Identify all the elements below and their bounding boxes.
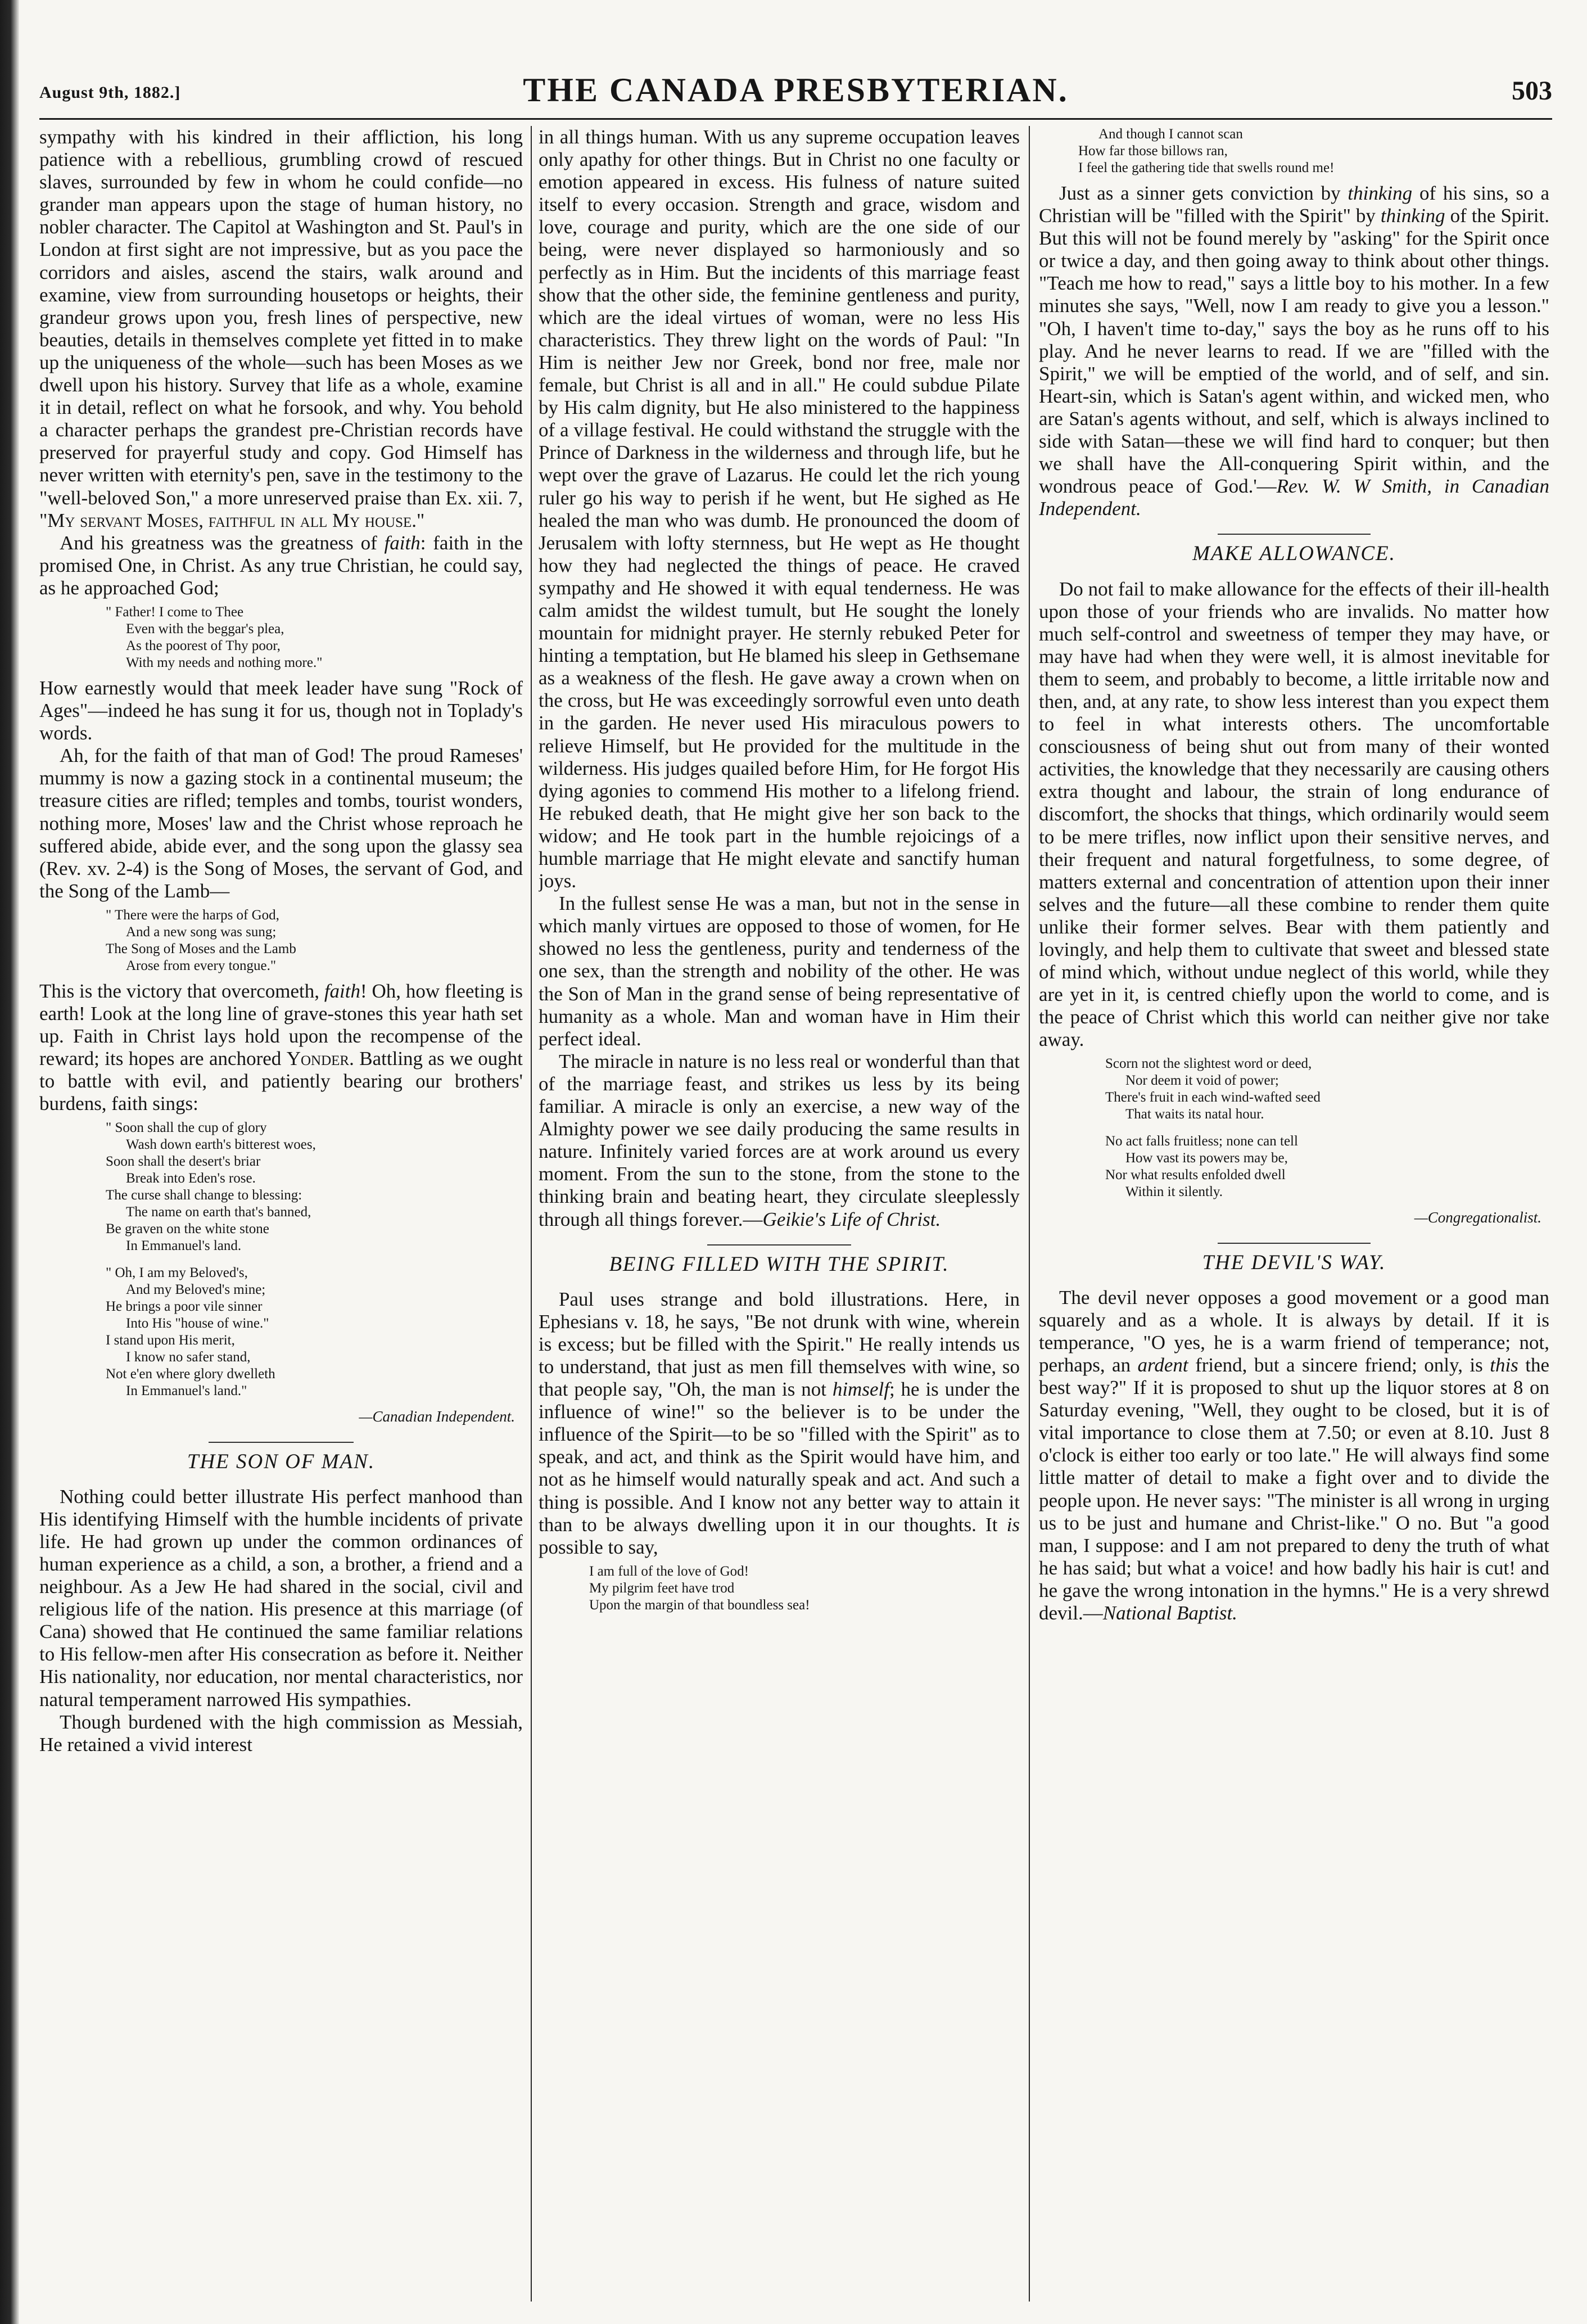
poem-line: My pilgrim feet have trod <box>589 1580 735 1596</box>
poem-line: And my Beloved's mine; <box>126 1282 266 1298</box>
scan-binding-edge <box>0 0 19 2324</box>
poem-line: The name on earth that's banned, <box>126 1204 311 1220</box>
poem-line: Into His "house of wine." <box>126 1316 269 1332</box>
column-1 <box>39 126 523 2302</box>
poem-scorn-not <box>1105 1055 1549 1201</box>
poem-line: How far those billows ran, <box>1078 143 1228 159</box>
heading-devils-way: THE DEVIL'S WAY. <box>1039 1243 1549 1274</box>
issue-date: August 9th, 1882.] <box>39 83 181 102</box>
paragraph: in all things human. With us any supreme occupation leaves only apathy for other things. But in Christ no one faculty or emotion appeared in excess. His fulness of nature suited itself to every occasion. Strength and grace, wisdom and love, courage and purity, which are the one side of our being, were never displayed so harmoniously and so perfectly as in Him. But the incidents of this marriage feast show that the other side, the feminine gentleness and purity, which are the ideal virtues of woman, were no less His characteristics. They threw light on the words of Paul: "In Him is neither Jew nor Greek, bond nor free, male nor female, but Christ is all and in all." He could subdue Pilate by His calm dignity, but He also ministered to the happiness of a village festival. He could withstand the struggle with the Prince of Darkness in the wilderness and through life, but he wept over the grave of Lazarus. He could let the rich young ruler go his way to perish if he went, but He sighed as He healed the man who was dumb. He pronounced the doom of Jerusalem with lofty sternness, but He wept as He thought how they had neglected the things of peace. He craved sympathy and He showed it with equal tenderness. He was calm amidst the wildest tumult, but He sought the lonely mountain for midnight prayer. He sternly rebuked Peter for hinting a temptation, but He blamed his sleep in Gethsemane as a weakness of the flesh. He gave away a crown when on the cross, but He was exceedingly sorrowful even unto death in the garden. He never used His miraculous powers to relieve Himself, but He provided for the multitude in the wilderness. His judges quailed before Him, for He forgot His dying agonies to commend His mother to a lifelong friend. He rebuked death, that He might give her son back to the widow; and He took part in the humble rejoicings of a humble marriage that He might elevate and sanctify human joys. <box>539 126 1020 892</box>
paragraph: In the fullest sense He was a man, but not in the sense in which manly virtues are opposed to those of women, for He showed no less the gentleness, purity and tenderness of the one sex, than the strength and nobility of the other. He was the Son of Man in the grand sense of being representative of humanity as a whole. Man and woman have in Him their perfect ideal. <box>539 892 1020 1050</box>
paragraph: Do not fail to make allowance for the effects of their ill-health upon those of your friends who are invalids. No matter how much self-control and sweetness of temper they may have, or may have had when they were well, it is almost inevitable for them to seem, and probably to become, a little irritable now and then, and, at any rate, to show less interest than you expect them to feel in what interests others. The uncomfortable consciousness of being shut out from many of their wonted activities, the knowledge that they necessarily are causing others extra thought and labour, the strain of long endurance of discomfort, the shocks that things, which ordinarily would seem to be mere trifles, now inflict upon their sensitive nerves, and their frequent and natural forgetfulness, to some degree, of matters external and concentration of attention upon their inner selves and the future—all these combine to render them quite unlike their former selves. Bear with them patiently and lovingly, and help them to cultivate that sweet and blessed state of mind which, without undue neglect of this world, while they are yet in it, is centred chiefly upon the world to come, and is the peace of Christ which this world can neither give nor take away. <box>1039 577 1549 1051</box>
poem-line: In Emmanuel's land. <box>126 1238 242 1254</box>
poem-line: I stand upon His merit, <box>106 1333 235 1348</box>
poem-line: Soon shall the desert's briar <box>106 1154 261 1170</box>
column-3 <box>1039 126 1549 2302</box>
text: sympathy with his kindred in their affliction, his long patience with a rebellious, grumbling crowd of rescued slaves, surrounded by few in whom he could confide—no grander man appears upon the stage of human history, no nobler character. The Capitol at Washington and St. Paul's in London at first sight are not impressive, but as you pace the corridors and aisles, ascend the stairs, walk around and examine, view from surrounding housetops or heights, their grandeur grows upon you, fresh lines of perspective, new beauties, details in themselves complete yet fitted in to make up the uniqueness of the whole—such has been Moses as we dwell upon his history. Survey that life as a whole, examine it in detail, reflect on what he forsook, and why. You behold a character perhaps the grandest pre-Christian records have preserved for prayerful study and copy. God Himself has never written with eternity's pen, save in the testimony to the "well-beloved Son," a more unreserved praise than Ex. xii. 7, " <box>39 126 523 531</box>
attribution: —Congregationalist. <box>1414 1209 1541 1226</box>
paragraph <box>39 126 523 532</box>
paragraph: The devil never opposes a good movement or a good man squarely and as a whole. It is always by detail. If it is temperance, "O yes, he is a warm friend of temperance; not, perhaps, an ardent friend, but a sincere friend; only, is this the best way?" If it is proposed to shut up the liquor stores at 8 on Saturday evening, "Well, they ought to be closed, but it is of vital importance to close them at 7.50; or even at 8.10. Just 8 o'clock is either too early or too late." He will always find some little matter of detail to make a fight over and to divide the people upon. He never says: "The minister is all wrong in urging us to be just and humane and Christ-like." O no. But "a good man, I suppose: and I am not prepared to deny the truth of what he has said; but what a voice! and how badly his hair is cut! and he gave the wrong intonation in the hymns." He is a very shrewd devil.—National Baptist. <box>1039 1286 1549 1624</box>
poem-line: Not e'en where glory dwelleth <box>106 1366 275 1382</box>
poem-line: Even with the beggar's plea, <box>126 621 284 637</box>
poem-line: And though I cannot scan <box>1098 127 1243 142</box>
poem-line: The Song of Moses and the Lamb <box>106 941 296 956</box>
attribution: —Canadian Independent. <box>359 1408 515 1425</box>
column-2 <box>539 126 1020 2302</box>
page-number: 503 <box>1512 76 1552 106</box>
attribution: Geikie's Life of Christ. <box>762 1208 941 1230</box>
paragraph: How earnestly would that meek leader have sung "Rock of Ages"—indeed he has sung it for us, though not in Toplady's words. <box>39 676 523 744</box>
heading-son-of-man: THE SON OF MAN. <box>39 1442 523 1473</box>
paragraph: And his greatness was the greatness of faith: faith in the promised One, in Christ. As any true Christian, he could say, as he approached God; <box>39 531 523 599</box>
poem-line: How vast its powers may be, <box>1125 1150 1288 1166</box>
poem-line: Nor what results enfolded dwell <box>1105 1167 1286 1183</box>
paragraph: Ah, for the faith of that man of God! The proud Rameses' mummy is now a gazing stock in a continental museum; the treasure cities are rifled; temples and tombs, tourist wonders, nothing more, Moses' law and the Christ whose reproach he suffered abide, abide ever, and the song upon the glassy sea (Rev. xv. 2-4) is the Song of Moses, the servant of God, and the Song of the Lamb— <box>39 744 523 902</box>
paragraph: Nothing could better illustrate His perfect manhood than His identifying Himself with the humble incidents of private life. He had grown up under the common ordinances of human experience as a child, a son, a brother, a friend and a neighbour. As a Jew He had shared in the social, civil and religious life of the nation. His presence at this marriage (of Cana) showed that He continued the same familiar relations to His fellow-men after His consecration as before it. Neither His nationality, nor education, nor mental characteristics, nor natural temperament narrowed His sympathies. <box>39 1485 523 1711</box>
heading-make-allowance: MAKE ALLOWANCE. <box>1039 534 1549 565</box>
poem-line: Arose from every tongue." <box>126 958 277 973</box>
poem-line: I feel the gathering tide that swells round me! <box>1078 160 1335 175</box>
poem-line: In Emmanuel's land." <box>126 1383 247 1399</box>
poem-line: No act falls fruitless; none can tell <box>1105 1134 1298 1149</box>
paragraph: This is the victory that overcometh, faith! Oh, how fleeting is earth! Look at the long line of grave-stones this year hath set up. Faith in Christ lays hold upon the recompense of the reward; its hopes are anchored Yonder. Battling as we ought to battle with evil, and patiently bearing our brothers' burdens, faith sings: <box>39 980 523 1115</box>
heading-being-filled: BEING FILLED WITH THE SPIRIT. <box>539 1244 1020 1276</box>
paragraph: Just as a sinner gets conviction by thinking of his sins, so a Christian will be "filled with the Spirit" by thinking of the Spirit. But this will not be found merely by "asking" for the Spirit once or twice a day, and then going away to think about other things. "Teach me how to read," says a little boy to his mother. In a few minutes she says, "Well, now I am ready to give you a lesson." "Oh, I haven't time to-day," says the boy as he runs off to his play. And he never learns to read. If we are "filled with the Spirit," we will be emptied of the world, and of self, and sin. Heart-sin, which is Satan's agent within, and wicked men, who are Satan's agents without, and self, which is always inclined to side with Satan—these we will find hard to conquer; but then we shall have the All-conquering Spirit within, and the wondrous peace of God.'—Rev. W. W Smith, in Canadian Independent. <box>1039 182 1549 520</box>
poem-line: " Oh, I am my Beloved's, <box>106 1265 248 1281</box>
masthead <box>39 66 1552 120</box>
poem-line: Upon the margin of that boundless sea! <box>589 1597 810 1613</box>
poem-line: The curse shall change to blessing: <box>106 1188 302 1203</box>
poem-line: With my needs and nothing more." <box>126 655 323 670</box>
poem-love-of-god <box>589 1563 1020 1614</box>
poem-harps-of-god <box>106 907 523 974</box>
poem-line: As the poorest of Thy poor, <box>126 638 281 653</box>
poem-line: " There were the harps of God, <box>106 907 279 923</box>
newspaper-title: THE CANADA PRESBYTERIAN. <box>523 71 1069 109</box>
poem-line: Nor deem it void of power; <box>1125 1073 1279 1089</box>
quotation-smallcaps: My servant Moses, faithful in all My house. <box>47 509 417 531</box>
poem-line: And a new song was sung; <box>126 924 277 940</box>
paragraph: Though burdened with the high commission as Messiah, He retained a vivid interest <box>39 1711 523 1756</box>
attribution: National Baptist. <box>1102 1601 1237 1624</box>
poem-line: Scorn not the slightest word or deed, <box>1105 1056 1312 1072</box>
column-divider <box>1029 126 1030 2302</box>
poem-line: Break into Eden's rose. <box>126 1171 256 1186</box>
poem-line: There's fruit in each wind-wafted seed <box>1105 1090 1321 1105</box>
paragraph: The miracle in nature is no less real or wonderful than that of the marriage feast, and strikes us less by its being familiar. A miracle is only an exercise, a new way of the Almighty power we see daily producing the same results in nature. Infinitely varied forces are at work around us every moment. From the sun to the stone, from the stone to the thinking brain and beating heart, they circulate sleeplessly through all things forever.—Geikie's Life of Christ. <box>539 1050 1020 1230</box>
poem-line: Within it silently. <box>1125 1184 1223 1200</box>
text: " <box>417 509 425 531</box>
poem-line: I know no safer stand, <box>126 1350 251 1365</box>
poem-line: That waits its natal hour. <box>1125 1107 1264 1122</box>
poem-cup-of-glory <box>106 1120 523 1400</box>
paragraph: Paul uses strange and bold illustrations. Here, in Ephesians v. 18, he says, "Be not drunk with wine, wherein is excess; but be filled with the Spirit." He really intends us to understand, that just as men fill themselves with wine, so that people say, "Oh, the man is not himself; he is under the influence of wine!" so the believer is to be under the influence of the Spirit—to be so "filled with the Spirit" as to speak, and act, and think as the Spirit would have him, and not as he himself would naturally speak and act. And such a thing is possible. And I know not any better way to attain it than to be always dwelling upon it in our thoughts. It is possible to say, <box>539 1288 1020 1558</box>
poem-line: Be graven on the white stone <box>106 1221 269 1237</box>
masthead-rule <box>39 118 1552 120</box>
poem-line: I am full of the love of God! <box>589 1563 749 1579</box>
poem-father-i-come <box>106 604 523 671</box>
poem-line: " Father! I come to Thee <box>106 604 244 620</box>
poem-line: He brings a poor vile sinner <box>106 1299 263 1315</box>
attribution: Rev. W. W Smith, in Canadian Independent. <box>1039 475 1549 520</box>
poem-line: Wash down earth's bitterest woes, <box>126 1137 316 1153</box>
column-divider <box>531 126 532 2302</box>
poem-line: " Soon shall the cup of glory <box>106 1120 267 1136</box>
poem-billows <box>1078 126 1549 177</box>
